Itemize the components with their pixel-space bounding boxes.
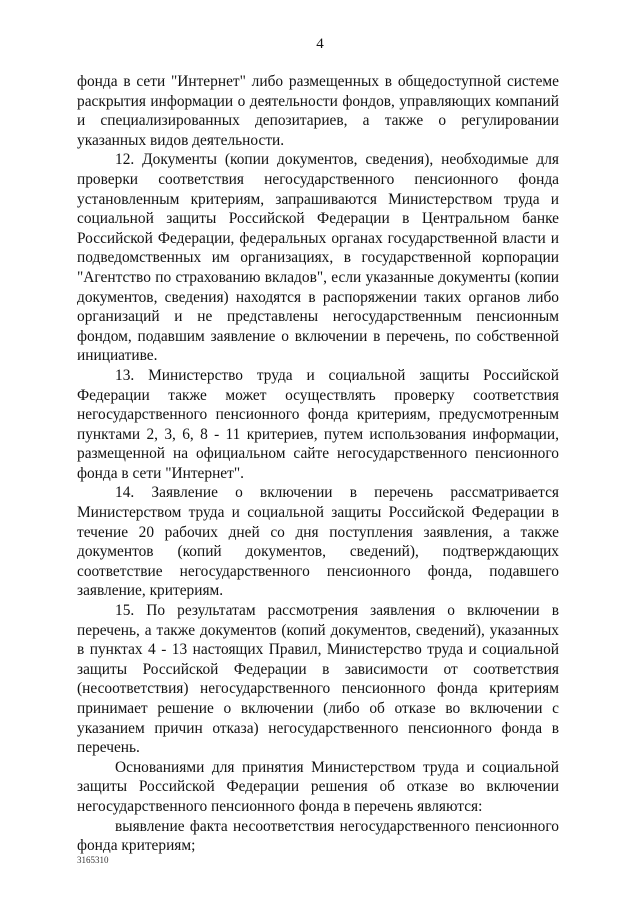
page-number: 4 [316,36,324,52]
document-body [77,72,559,856]
paragraph-refusal-ground-1: выявление факта несоответствия негосударственного пенсионного фонда критериям; [77,817,559,855]
paragraph-continuation: фонда в сети "Интернет" либо размещенных в общедоступной системе раскрытия информации о деятельности фондов, управляющих компаний и специализированных депозитариев, а также о регулировании указанных видов деятельности. [77,73,559,149]
paragraph-item-14: 14. Заявление о включении в перечень рассматривается Министерством труда и социальной защиты Российской Федерации в течение 20 рабочих дней со дня поступления заявления, а также документов (копий документов, сведений), подтверждающих соответствие негосударственного пенсионного фонда, подавшего заявление, критериям. [77,484,559,600]
paragraph-item-13: 13. Министерство труда и социальной защиты Российской Федерации также может осуществлять проверку соответствия негосударственного пенсионного фонда критериям, предусмотренным пунктами 2, 3, 6, 8 - 11 критериев, путем использования информации, размещенной на официальном сайте негосударственного пенсионного фонда в сети "Интернет". [77,366,559,482]
paragraph-item-12: 12. Документы (копии документов, сведения), необходимые для проверки соответствия негосударственного пенсионного фонда установленным критериям, запрашиваются Министерством труда и социальной защиты Российской Федерации в Центральном банке Российской Федерации, федеральных органах государственной власти и подведомственных им организациях, в государственной корпорации "Агентство по страхованию вкладов", если указанные документы (копии документов, сведения) находятся в распоряжении таких органов либо организаций и не представлены негосударственным пенсионным фондом, подавшим заявление о включении в перечень, по собственной инициативе. [77,151,559,365]
paragraph-item-15: 15. По результатам рассмотрения заявления о включении в перечень, а также документов (копий документов, сведений), указанных в пунктах 4 - 13 настоящих Правил, Министерство труда и социальной защиты Российской Федерации в зависимости от соответствия (несоответствия) негосударственного пенсионного фонда критериям принимает решение о включении (либо об отказе во включении с указанием причин отказа) негосударственного пенсионного фонда в перечень. [77,602,559,757]
document-code: 3165310 [77,855,109,865]
paragraph-refusal-grounds: Основаниями для принятия Министерством труда и социальной защиты Российской Федерации решения об отказе во включении негосударственного пенсионного фонда в перечень являются: [77,758,559,815]
